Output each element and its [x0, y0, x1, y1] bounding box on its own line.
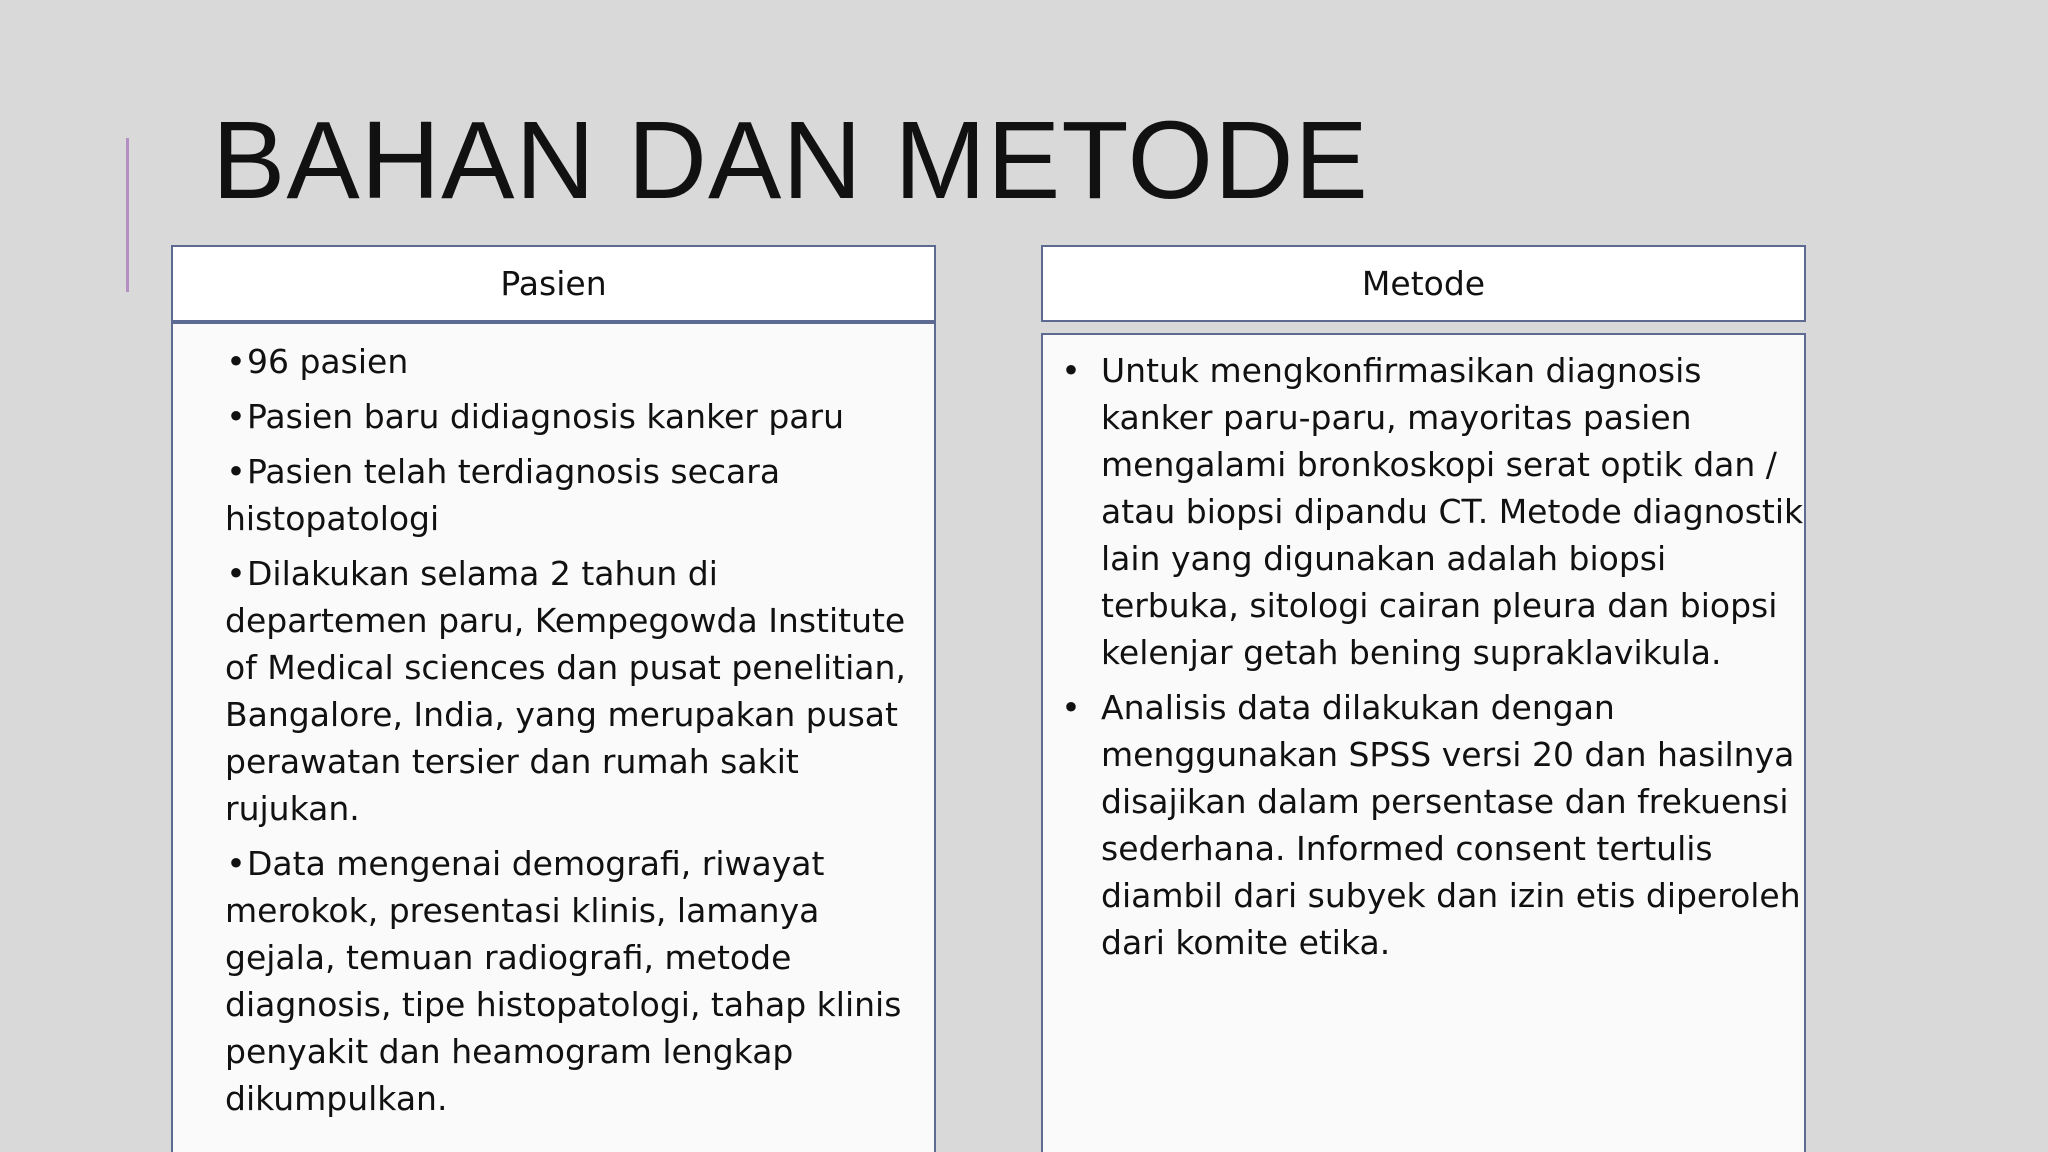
bullet-icon: •: [1061, 688, 1081, 727]
list-item: [225, 448, 925, 542]
bullet-icon: •: [226, 342, 246, 381]
list-item-text: Pasien telah terdiagnosis secara histopatologi: [225, 452, 781, 538]
bullet-icon: •: [226, 452, 246, 491]
list-item: [225, 338, 925, 385]
list-item-text: Dilakukan selama 2 tahun di departemen paru, Kempegowda Institute of Medical sciences dan pusat penelitian, Bangalore, India, yang merupakan pusat perawatan tersier dan rumah sakit rujukan.: [225, 554, 906, 828]
list-item-text: 96 pasien: [247, 342, 409, 381]
metode-header: [1041, 245, 1806, 322]
pasien-header-label: Pasien: [500, 264, 607, 303]
accent-line: [126, 138, 129, 292]
pasien-list: [225, 338, 925, 1130]
pasien-header: [171, 245, 936, 322]
pasien-content-box: [171, 322, 936, 1152]
list-item-text: Data mengenai demografi, riwayat merokok, presentasi klinis, lamanya gejala, temuan radiografi, metode diagnosis, tipe histopatologi, tahap klinis penyakit dan heamogram lengkap dikumpulkan.: [225, 844, 902, 1118]
list-item-text: Analisis data dilakukan dengan menggunakan SPSS versi 20 dan hasilnya disajikan dalam persentase dan frekuensi sederhana. Informed consent tertulis diambil dari subyek dan izin etis diperoleh dari komite etika.: [1101, 688, 1801, 962]
list-item: [225, 840, 925, 1122]
metode-content-box: [1041, 333, 1806, 1152]
bullet-icon: •: [1061, 351, 1081, 390]
metode-header-label: Metode: [1361, 264, 1486, 303]
list-item-text: Untuk mengkonfirmasikan diagnosis kanker paru-paru, mayoritas pasien mengalami bronkoskopi serat optik dan / atau biopsi dipandu CT. Metode diagnostik lain yang digunakan adalah biopsi terbuka, sitologi cairan pleura dan biopsi kelenjar getah bening supraklavikula.: [1101, 351, 1804, 672]
bullet-icon: •: [226, 554, 246, 593]
bullet-icon: •: [226, 397, 246, 436]
list-item-text: Pasien baru didiagnosis kanker paru: [247, 397, 845, 436]
list-item: [225, 550, 925, 832]
list-item: [1059, 684, 1804, 966]
slide-title: BAHAN DAN METODE: [212, 99, 1369, 222]
bullet-icon: •: [226, 844, 246, 883]
metode-list: [1059, 347, 1804, 974]
list-item: [1059, 347, 1804, 676]
list-item: [225, 393, 925, 440]
